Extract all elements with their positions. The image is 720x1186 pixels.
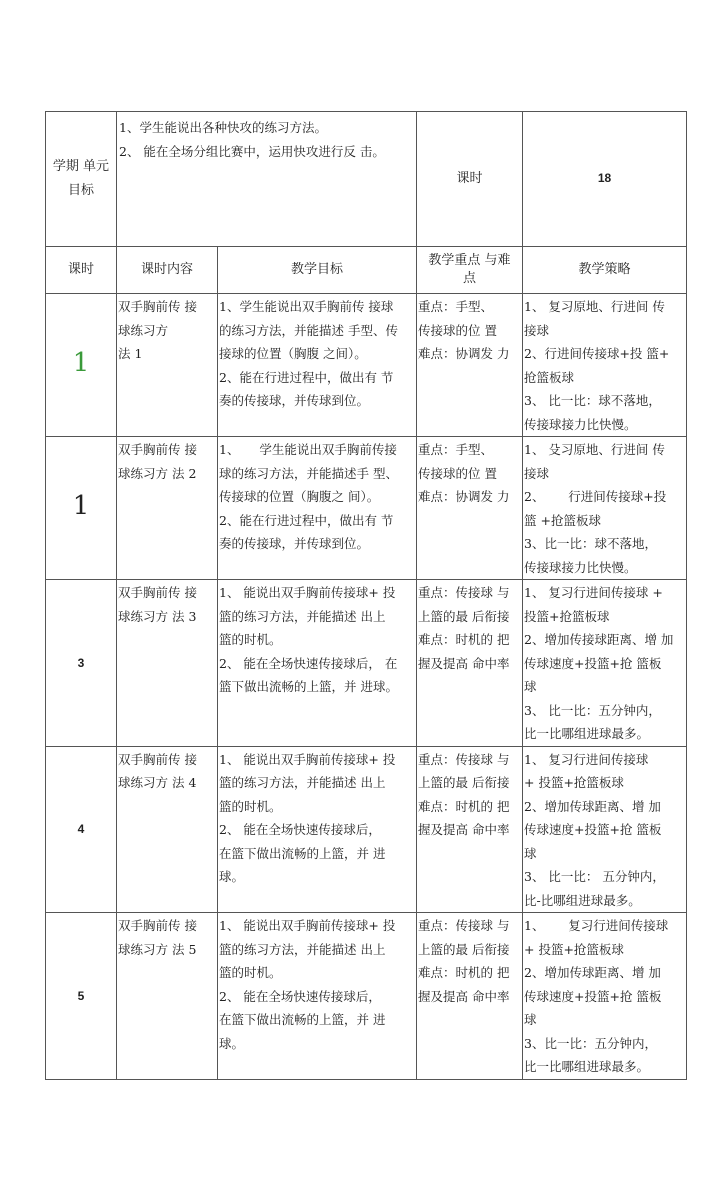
row-strategy [523, 580, 687, 747]
period-number: 5 [77, 988, 85, 1003]
row-content [117, 580, 218, 747]
row-objective [218, 294, 417, 437]
table-row [46, 746, 687, 913]
row-key [417, 437, 523, 580]
period-number: 1 [72, 347, 90, 378]
table-row [46, 294, 687, 437]
content-text: 双手胸前传 接 球练习方 法 5 [118, 918, 197, 957]
key-text: 重点：传接球 与 上篮的最 后衔接 难点：时机的 把 握及提高 命中率 [418, 585, 510, 671]
strategy-text: 1、 复习原地、行进间 传 接球 2、行进间传接球+投 篮+ 抢篮板球 3、 比一比：球不落地， 传接球接力比快慢。 [524, 299, 670, 432]
row-content [117, 746, 218, 913]
key-text: 重点：手型、 传接球的位 置 难点：协调发 力 [418, 442, 510, 504]
row-strategy [523, 913, 687, 1080]
row-objective [218, 437, 417, 580]
row-content [117, 913, 218, 1080]
key-text: 重点：传接球 与 上篮的最 后衔接 难点：时机的 把 握及提高 命中率 [418, 918, 510, 1004]
content-text: 双手胸前传 接 球练习方 法 2 [118, 442, 197, 481]
hours-label: 课时 [417, 112, 523, 247]
row-period [46, 913, 117, 1080]
objective-text: 1、学生能说出双手胸前传 接球 的练习方法，并能描述 手型、传 接球的位置（胸腹 之间）。 2、能在行进过程中，做出有 节 奏的传接球，并传球到位。 [219, 299, 398, 408]
strategy-text: 1、 复习行进间传接球 + 投篮+抢篮板球 2、增加传球距离、增 加 传球速度+投篮+抢 篮板 球 3、 比一比： 五分钟内， 比-比哪组进球最多。 [524, 751, 665, 908]
hours-value: 18 [523, 112, 687, 247]
goal-label: 学期 单元 目标 [46, 112, 117, 247]
header-strategy: 教学策略 [523, 247, 687, 294]
row-content [117, 294, 218, 437]
row-key [417, 913, 523, 1080]
lesson-plan-table [45, 111, 687, 1080]
objective-text: 1、 学生能说出双手胸前传接 球的练习方法，并能描述手 型、 传接球的位置（胸腹之 间）。 2、能在行进过程中，做出有 节 奏的传接球，并传球到位。 [219, 442, 398, 551]
row-strategy [523, 294, 687, 437]
row-period [46, 746, 117, 913]
row-objective [218, 746, 417, 913]
row-key [417, 294, 523, 437]
table-row [46, 580, 687, 747]
row-key [417, 746, 523, 913]
semester-goal-row [46, 112, 687, 247]
header-objective: 教学目标 [218, 247, 417, 294]
header-key: 教学重点 与难 点 [417, 247, 523, 294]
content-text: 双手胸前传 接 球练习方 法 4 [118, 751, 197, 790]
period-number: 3 [77, 655, 85, 670]
objective-text: 1、 能说出双手胸前传接球+ 投 篮的练习方法，并能描述 出上 篮的时机。 2、 能在全场快速传接球后， 在 篮下做出流畅的上篮，并 进球。 [219, 585, 398, 694]
period-number: 1 [72, 490, 90, 521]
goal-text-content: 1、学生能说出各种快攻的练习方法。 2、 能在全场分组比赛中，运用快攻进行反 击。 [119, 120, 385, 159]
row-objective [218, 913, 417, 1080]
header-period: 课时 [46, 247, 117, 294]
strategy-text: 1、 殳习原地、行进间 传 接球 2、 行进间传接球+投 篮 +抢篮板球 3、比一比：球不落地， 传接球接力比快慢。 [524, 442, 667, 575]
key-text: 重点：传接球 与 上篮的最 后衔接 难点：时机的 把 握及提高 命中率 [418, 751, 510, 837]
table-row [46, 437, 687, 580]
header-content: 课时内容 [117, 247, 218, 294]
row-strategy [523, 437, 687, 580]
strategy-text: 1、 复习行进间传接球 + 投篮+抢篮板球 2、增加传接球距离、增 加 传球速度+投篮+抢 篮板 球 3、 比一比：五分钟内， 比一比哪组进球最多。 [524, 585, 674, 741]
objective-text: 1、 能说出双手胸前传接球+ 投 篮的练习方法，并能描述 出上 篮的时机。 2、 能在全场快速传接球后， 在篮下做出流畅的上篮，并 进 球。 [219, 918, 396, 1051]
row-period [46, 580, 117, 747]
row-objective [218, 580, 417, 747]
table-row [46, 913, 687, 1080]
row-key [417, 580, 523, 747]
strategy-text: 1、 复习行进间传接球 + 投篮+抢篮板球 2、增加传球距离、增 加 传球速度+投篮+抢 篮板 球 3、比一比：五分钟内， 比一比哪组进球最多。 [524, 918, 669, 1074]
goal-text [117, 112, 417, 247]
row-period [46, 294, 117, 437]
period-number: 4 [77, 822, 85, 836]
row-strategy [523, 746, 687, 913]
content-text: 双手胸前传 接 球练习方 法 1 [118, 299, 197, 361]
key-text: 重点：手型、 传接球的位 置 难点：协调发 力 [418, 299, 510, 361]
objective-text: 1、 能说出双手胸前传接球+ 投 篮的练习方法，并能描述 出上 篮的时机。 2、 能在全场快速传接球后， 在篮下做出流畅的上篮，并 进 球。 [219, 751, 396, 884]
header-row [46, 247, 687, 294]
row-content [117, 437, 218, 580]
content-text: 双手胸前传 接 球练习方 法 3 [118, 585, 197, 624]
row-period [46, 437, 117, 580]
